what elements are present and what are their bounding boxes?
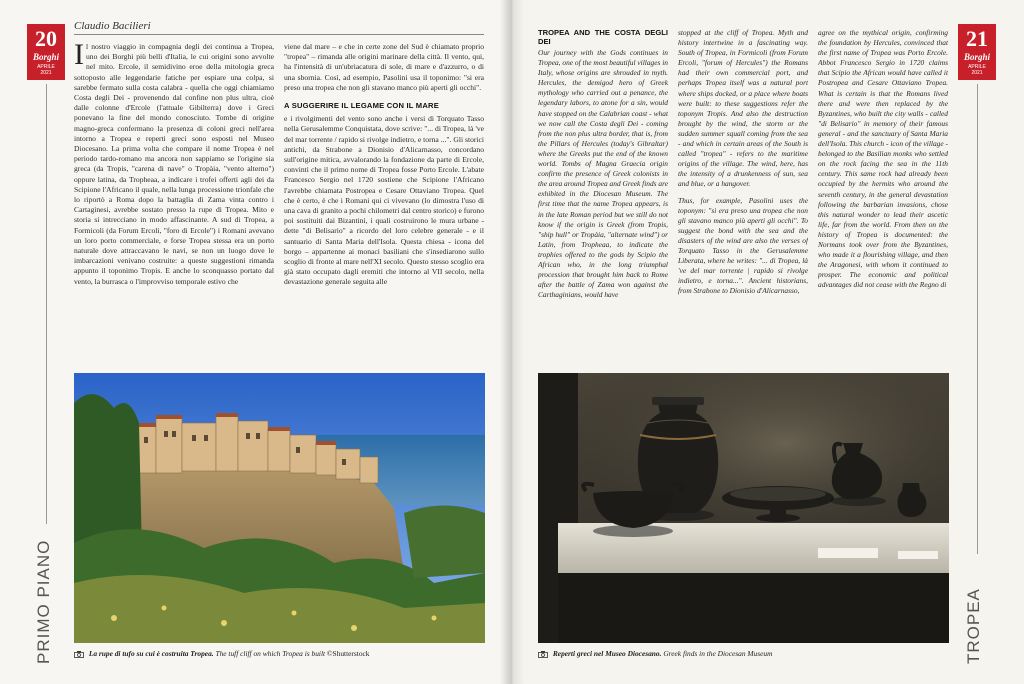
caption-italian: La rupe di tufo su cui è costruita Tropea. bbox=[88, 649, 214, 658]
page-number: 21 bbox=[966, 26, 988, 51]
photo-credit: ©Shutterstock bbox=[326, 649, 370, 658]
right-page bbox=[512, 0, 1024, 684]
page-number: 20 bbox=[35, 26, 57, 51]
english-column-3 bbox=[818, 28, 948, 368]
museum-vases-photo bbox=[538, 373, 949, 643]
article-text: stopped at the cliff of Tropea. Myth and history intertwine in a fascinating way. South of Tropea, in Formicoli (from Forum Ercoli, "forum of Hercules") the Romans had their own commercial port, and perhaps Tropea itself was a natural port where ships docked, or a place where boats were built: to these suggestions refer the toponym Tropis. And also the destruction brought by the wind, the storm or the sudden summer squall coming from the sea - and which in certain areas of the South is called "tropea" - refers to the maritime origins of the village. The wind, here, has the intensity of a drunkenness of sun, sea and blue, or a hangover. bbox=[678, 28, 808, 189]
issue-year: 2021 bbox=[40, 70, 52, 76]
page-number-badge-left bbox=[27, 24, 65, 80]
page-number-badge-right bbox=[958, 24, 996, 80]
issue-month: APRILE bbox=[37, 64, 55, 70]
issue-year: 2021 bbox=[971, 70, 983, 76]
article-text: e i rivolgimenti del vento sono anche i versi di Torquato Tasso nella Gerusalemme Conquistata, dove scrive: "... di Tropea, là 've del mar torrente / rapido si rivolge indietro, e torna ...". Gli storici antichi, da Strabone a Dionisio d'Alicarnasso, concordano sull'origine mitica, avvalorando la fondazione da parte di Ercole, convinti che il primo nome di Tropea fosse Porto Ercole. L'abate Francesco Sergio nel 1720 sostiene che Scipione l'Africano l'avrebbe chiamata Postropea e Cesare Ottaviano Tropea. Quel che è certo, è che i Romani qui ci vivevano (lo dimostra l'uso di una cava di granito a pochi chilometri dal centro storico) e furono poi sostituiti dai Bizantini, i quali costruirono le mura urbane - dette "di Belisario" a ricordo del loro celebre generale - e il santuario di Santa Maria dell'Isola. Questa chiesa - icona del borgo – appartenne ai monaci basiliani che s'insediarono sullo scoglio di fronte al mare nell'XI secolo. Questo stesso scoglio era già stato occupato dagli eremiti che intorno al VII secolo, nella devastazione generale seguita alle bbox=[284, 114, 484, 287]
camera-icon bbox=[74, 651, 84, 658]
article-text: Thus, for example, Pasolini uses the toponym: "si era preso una tropea che non gli stavano manco più aperti gli occhi". To suggest the bond with the sea and the disasters of the wind are also the verses of Torquato Tasso in the Gerusalemme Liberata, where he writes: "... di Tropea, là 've del mar torrente | rapido si rivolge indietro, e torna...". Ancient historians, from Strabone to Dionisio d'Alicarnasso, bbox=[678, 195, 808, 296]
english-column-2 bbox=[678, 28, 808, 368]
caption-english: The tuff cliff on which Tropea is built bbox=[215, 649, 326, 658]
article-text: l nostro viaggio in compagnia degli dei continua a Tropea, uno dei Borghi più belli d'Italia, le cui origini sono avvolte nel mito. Ercole, il semidivino eroe della mitologia greca sottoposto alle leggendarie fatiche per espiare una colpa, si sarebbe fermato sulla costa calabra - quella che oggi chiamiamo Costa degli Dei - provenendo dal confine non plus ultra, cioè dalle colonne d'Ercole (l'attuale Gibilterra) dove i Greci ponevano la fine del mondo conosciuto. Tombe di origine magno-greca confermano la presenza di coloni greci nell'area intorno a Tropea e reperti greci sono esposti nel Museo Diocesano. La prima volta che compare il nome Tropea è nel periodo tardo-romano ma ancora non sappiamo se l'origine sia greca (da Tropis, "carena di nave" o Tropàia, "vento alterno") oppure latina, da Tropheaa, a indicare i trofei offerti agli dei da Scipione l'Africano il quale, nella lunga processione trionfale che lo riportò a Roma dopo la battaglia di Zama vinta contro i Cartaginesi, avrebbe sostato presso la rupe di Tropea. Mito e storia si intrecciano in modo affascinante. A sud di Tropea, a Formicoli (da Forum Ercoli, "foro di Ercole") i Romani avevano un loro porto commerciale, e forse Tropea stessa era un porto naturale dove attraccavano le navi, se non un luogo dove le imbarcazioni venivano costruite: a queste suggestioni rimanda appunto il toponimo Tropis. E anche lo sconquasso portato dal vento, la burrasca o l'improvviso temporale estivo che bbox=[74, 42, 274, 286]
magazine-name: Borghi bbox=[32, 52, 59, 62]
drop-cap: I bbox=[74, 42, 84, 71]
subheading: A SUGGERIRE IL LEGAME CON IL MARE bbox=[284, 101, 439, 111]
article-text: Our journey with the Gods continues in Tropea, one of the most beautiful villages in Italy, whose origins are shrouded in myth. Hercules, the demigod hero of Greek mythology who carried out a penance, the legendary labors, to atone for a sin, would have stopped on the Calabrian coast - what we now call the Costa degli Dei - coming from the non plus ultra border, that is, from the Pillars of Hercules (today's Gibraltar) where the Greeks put the end of the known world. Tombs of Magna Graecia origin confirm the presence of Greek colonists in the area around Tropea and Greek finds are exhibited in the Diocesan Museum. The first time that the name Tropea appears, is in the late Roman period but we still do not know if the origin is Greek (from Tropis, "ship hull" or Tropàia, "alternate wind") or Latin, from Tropheaa, to indicate the trophies offered to the gods by Scipio the African who, in the long triumphal procession that brought him back to Rome after the battle of Zama won against the Carthaginians, would have bbox=[538, 48, 668, 300]
side-rule bbox=[977, 84, 978, 554]
side-rule bbox=[46, 84, 47, 524]
issue-month: APRILE bbox=[968, 64, 986, 70]
article-text: viene dal mare – e che in certe zone del Sud è chiamato proprio "tropea" – rimanda alle origini marinare della città. Il vento, qui, ha l'intensità di un'ubriacatura di sole, di mare e d'azzurro, o di una sbornia. Così, ad esempio, Pasolini usa il toponimo: "si era preso una tropea che non gli stavano manco più aperti gli occhi". bbox=[284, 42, 484, 92]
author-byline: Claudio Bacilieri bbox=[74, 20, 151, 32]
english-column-1 bbox=[538, 28, 668, 368]
article-column-2 bbox=[284, 42, 484, 372]
tropea-cliff-photo bbox=[74, 373, 485, 643]
magazine-name: Borghi bbox=[963, 52, 990, 62]
article-text: agree on the mythical origin, confirming the foundation by Hercules, convinced that the first name of Tropea was Porto Ercole. Abbot Francesco Sergio in 1720 claims that Scipio the African would have called it Postropea and Cesare Ottaviano Tropea. What is certain is that the Romans lived there and were then replaced by the Byzantines, who built the city walls - called "di Belisario" in memory of their famous general - and the sanctuary of Santa Maria dell'Isola. This church - icon of the village - belonged to the Basilian monks who settled on the rock facing the sea in the 11th century. This same rock had already been occupied by the hermits who around the seventh century, in the general devastation following the barbarian invasions, chose this natural wonder to lead their ascetic life, far from the world. From then on the history of Tropea is documented: the Normans took over from the Byzantines, who made it a flourishing village, and then the Aragonesi, with whom it continued to prosper. The economic and political advantages did not cease with the Regno di bbox=[818, 28, 948, 290]
english-heading: TROPEA AND THE COSTA DEGLI DEI bbox=[538, 28, 668, 46]
section-label: TROPEA bbox=[964, 588, 983, 664]
photo-caption-right bbox=[538, 649, 772, 658]
camera-icon bbox=[538, 651, 548, 658]
section-label: PRIMO PIANO bbox=[34, 539, 53, 664]
photo-caption-left bbox=[74, 649, 370, 658]
caption-english: Greek finds in the Diocesan Museum bbox=[663, 649, 773, 658]
article-column-1 bbox=[74, 42, 274, 372]
byline-rule bbox=[74, 34, 484, 35]
caption-italian: Reperti greci nel Museo Diocesano. bbox=[552, 649, 662, 658]
